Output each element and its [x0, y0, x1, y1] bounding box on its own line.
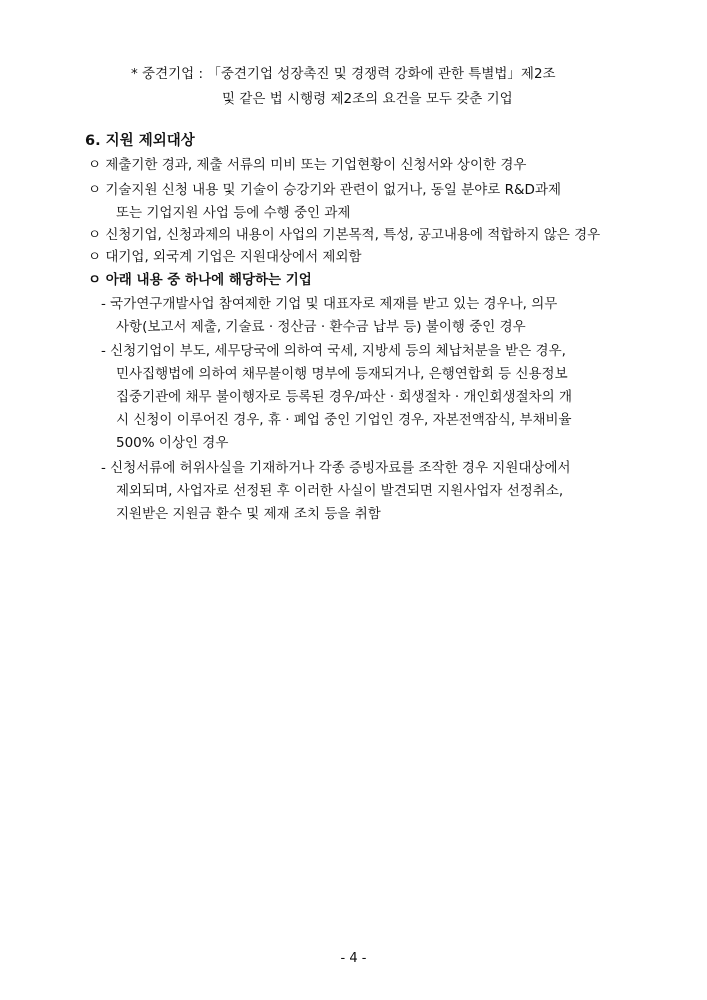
note-line-1: * 중견기업 : 「중견기업 성장촉진 및 경쟁력 강화에 관한 특별법」제2조: [131, 66, 556, 82]
sub-list-item-continuation: 사항(보고서 제출, 기술료 · 정산금 · 환수금 납부 등) 불이행 중인 경우: [116, 319, 526, 335]
list-item: ㅇ 제출기한 경과, 제출 서류의 미비 또는 기업현황이 신청서와 상이한 경우: [88, 157, 527, 173]
list-item: ㅇ 신청기업, 신청과제의 내용이 사업의 기본목적, 특성, 공고내용에 적합하지 않은 경우: [88, 227, 601, 243]
sub-list-item-continuation: 지원받은 지원금 환수 및 제재 조치 등을 취함: [116, 506, 381, 522]
sub-list-item-continuation: 민사집행법에 의하여 채무불이행 명부에 등재되거나, 은행연합회 등 신용정보: [116, 366, 568, 382]
section-title: 6. 지원 제외대상: [85, 133, 195, 149]
sub-list-item-continuation: 시 신청이 이루어진 경우, 휴 · 폐업 중인 기업인 경우, 자본전액잠식, 부채비율: [116, 412, 572, 428]
sub-list-item-continuation: 500% 이상인 경우: [116, 435, 229, 451]
list-item: ㅇ 기술지원 신청 내용 및 기술이 승강기와 관련이 없거나, 동일 분야로 R&D과제: [88, 182, 562, 198]
sub-list-item-continuation: 집중기관에 채무 불이행자로 등록된 경우/파산 · 회생절차 · 개인회생절차의 개: [116, 389, 573, 405]
list-item-continuation: 또는 기업지원 사업 등에 수행 중인 과제: [116, 205, 351, 221]
sub-list-item: - 신청서류에 허위사실을 기재하거나 각종 증빙자료를 조작한 경우 지원대상에서: [101, 460, 571, 476]
sub-list-item: - 국가연구개발사업 참여제한 기업 및 대표자로 제재를 받고 있는 경우나, 의무: [101, 296, 558, 312]
note-line-2: 및 같은 법 시행령 제2조의 요건을 모두 갖춘 기업: [222, 91, 513, 107]
sub-list-item: - 신청기업이 부도, 세무당국에 의하여 국세, 지방세 등의 체납처분을 받은 경우,: [101, 343, 566, 359]
page-number: - 4 -: [340, 951, 367, 966]
sub-list-item-continuation: 제외되며, 사업자로 선정된 후 이러한 사실이 발견되면 지원사업자 선정취소,: [116, 483, 564, 499]
list-item: ㅇ 아래 내용 중 하나에 해당하는 기업: [88, 272, 312, 288]
list-item: ㅇ 대기업, 외국계 기업은 지원대상에서 제외함: [88, 249, 362, 265]
